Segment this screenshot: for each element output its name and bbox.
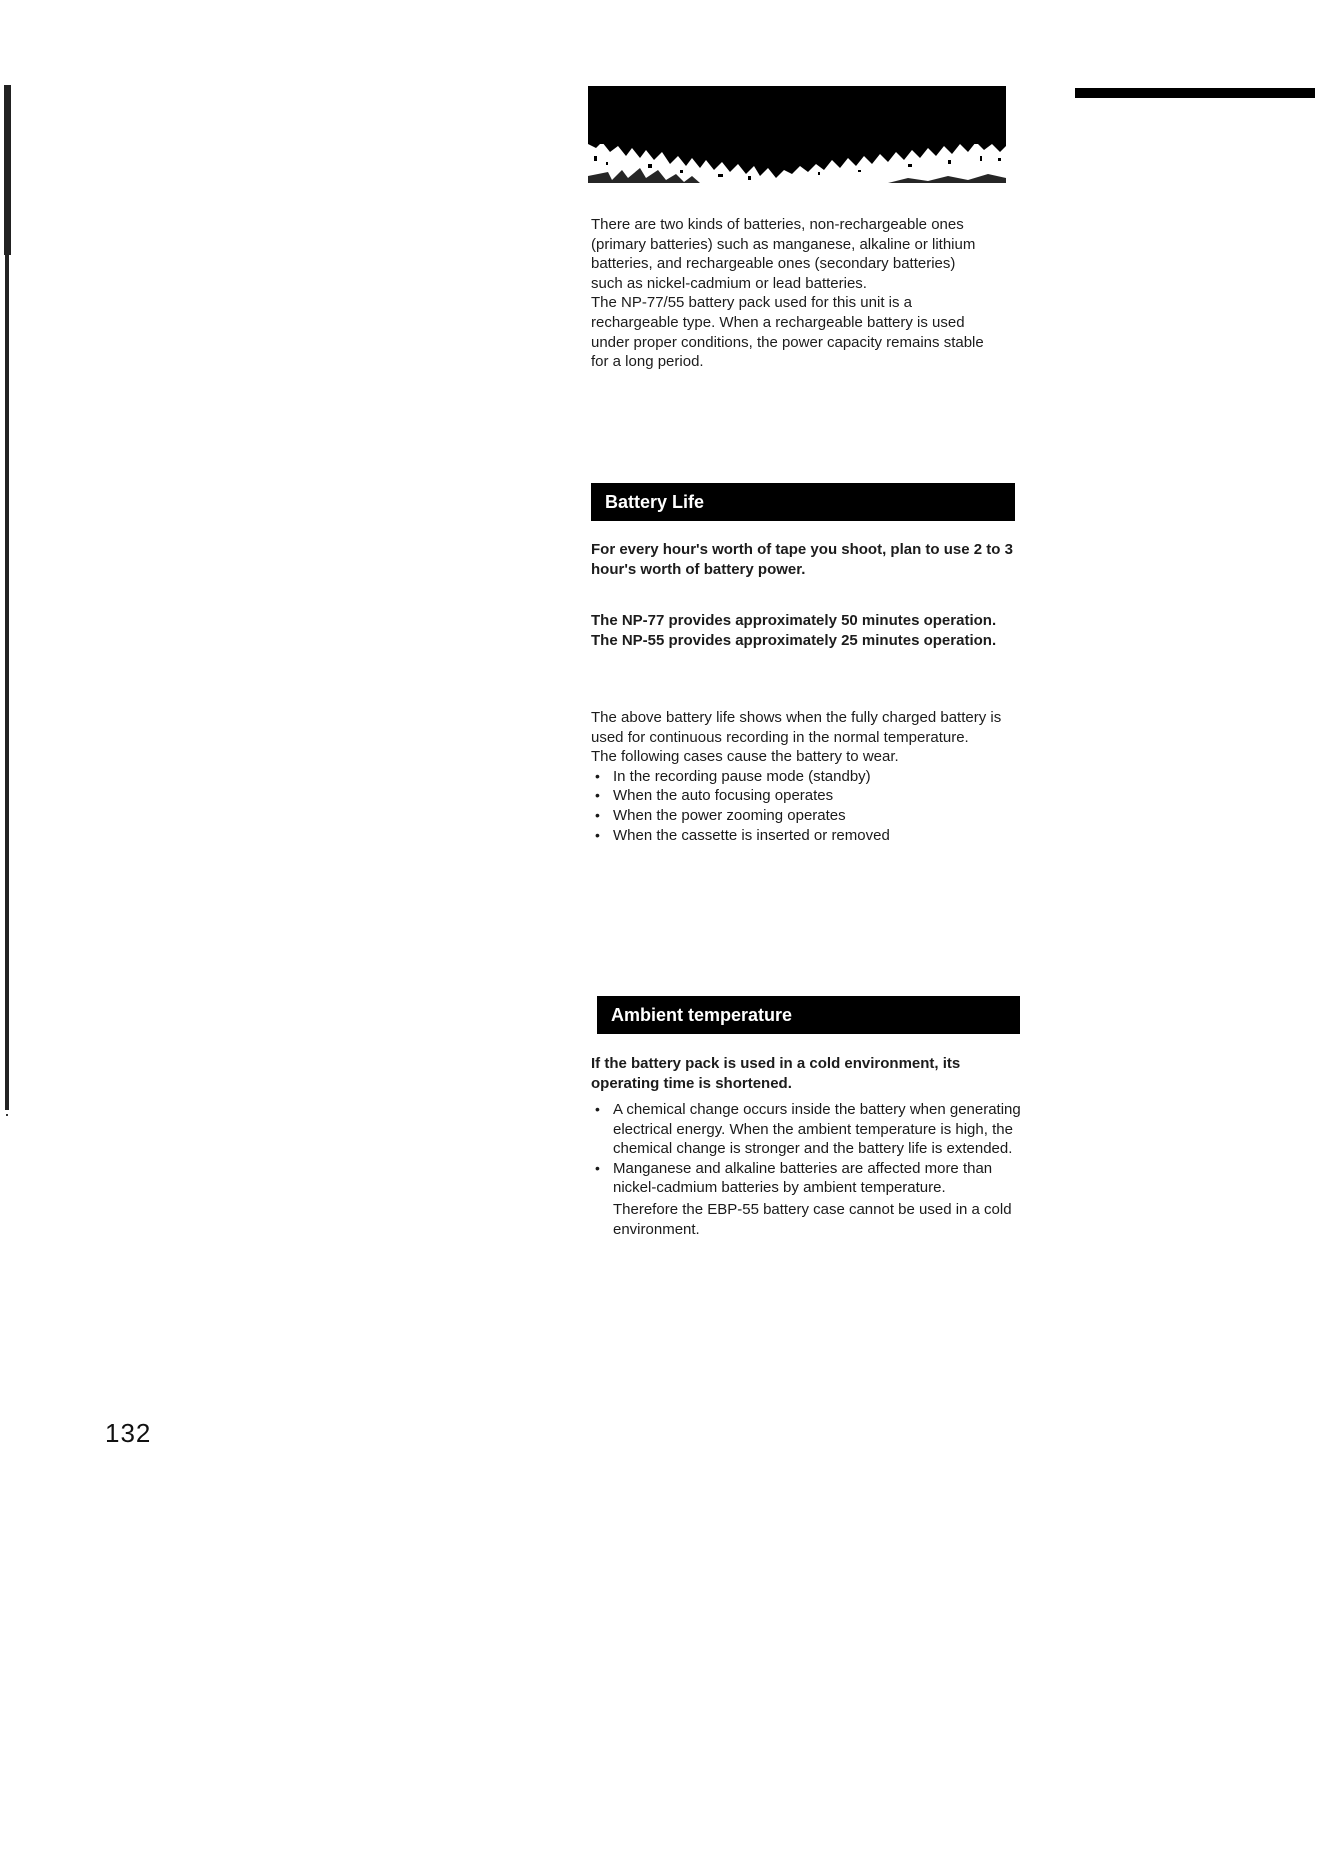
- list-item: • When the auto focusing operates: [591, 786, 1021, 806]
- section-heading-battery-life: Battery Life: [591, 483, 1015, 521]
- list-item: [591, 1159, 1023, 1239]
- list-item-text: Manganese and alkaline batteries are affected more than nickel-cadmium batteries by ambient temperature.: [613, 1159, 993, 1197]
- battery-life-note-2: The following cases cause the battery to wear.: [591, 748, 899, 766]
- list-item: • When the power zooming operates: [591, 806, 1021, 826]
- battery-life-note-1: The above battery life shows when the fully charged battery is used for continuous recording in the normal temperature.: [591, 709, 1002, 746]
- battery-life-lead-text: For every hour's worth of tape you shoot, plan to use 2 to 3 hour's worth of battery power.: [591, 541, 1013, 578]
- header-banner-svg: [588, 86, 1006, 186]
- battery-life-models: [591, 611, 1021, 650]
- page-binding-line: [5, 85, 9, 1110]
- list-item-text: A chemical change occurs inside the battery when generating electrical energy. When the ambient temperature is high, the chemical change is stronger and the battery life is extended.: [613, 1101, 1021, 1158]
- np77-runtime: The NP-77 provides approximately 50 minutes operation.: [591, 612, 997, 629]
- list-item: • In the recording pause mode (standby): [591, 767, 1021, 787]
- list-item: • When the cassette is inserted or removed: [591, 826, 1021, 846]
- ambient-temperature-list: [591, 1100, 1023, 1239]
- page-number: 132: [105, 1418, 152, 1448]
- np55-runtime: The NP-55 provides approximately 25 minutes operation.: [591, 631, 997, 649]
- battery-wear-list: [591, 767, 1021, 845]
- battery-life-notes: [591, 708, 1021, 845]
- page-binding-dot: [6, 1114, 8, 1116]
- battery-life-lead: [591, 540, 1021, 579]
- intro-paragraph-2: The NP-77/55 battery pack used for this unit is a rechargeable type. When a rechargeable battery is used under proper conditions, the power capacity remains stable for a long period.: [591, 294, 984, 371]
- intro-paragraph-1: There are two kinds of batteries, non-rechargeable ones (primary batteries) such as manganese, alkaline or lithium batteries, and rechargeable ones (secondary batteries) such as nickel-cadmium or lead batteries.: [591, 216, 976, 292]
- section-heading-ambient-temperature: Ambient temperature: [597, 996, 1020, 1034]
- ebp55-note: Therefore the EBP-55 battery case cannot be used in a cold environment.: [613, 1200, 1012, 1238]
- chapter-tab-rule: [1075, 88, 1315, 98]
- header-banner-graphic: [588, 86, 1006, 186]
- ambient-temperature-lead: [591, 1054, 1021, 1093]
- intro-section: [591, 215, 991, 372]
- list-item: [591, 1100, 1023, 1159]
- ambient-temperature-lead-text: If the battery pack is used in a cold environment, its operating time is shortened.: [591, 1055, 961, 1092]
